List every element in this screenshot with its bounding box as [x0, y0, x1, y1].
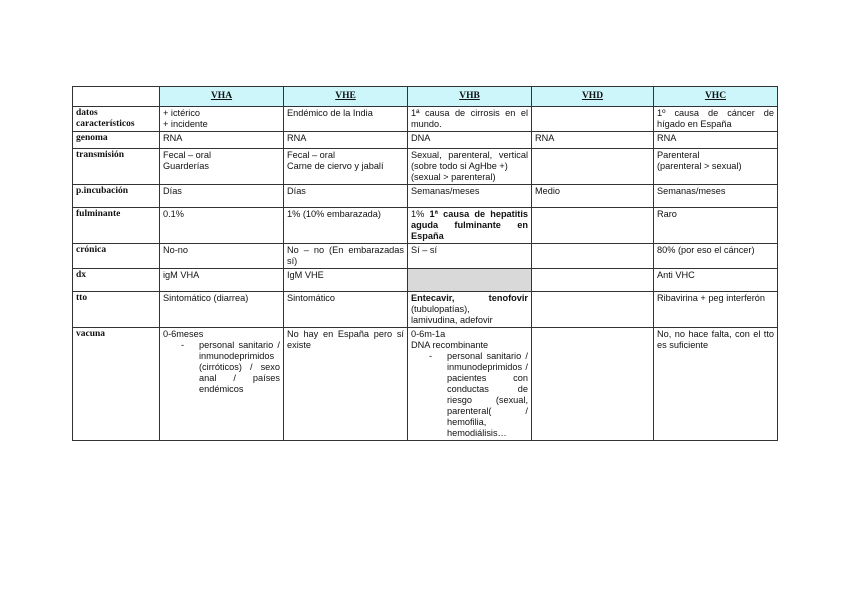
cell-cronica-vhd [532, 244, 654, 269]
cell-text-bold: 1ª causa de hepatitis aguda fulminante en España [411, 209, 528, 241]
cell-transmision-vhd [532, 149, 654, 185]
cell-transmision-vha [160, 149, 284, 185]
cell-incubacion-vhb: Semanas/meses [408, 185, 532, 208]
cell-fulminante-vha: 0.1% [160, 208, 284, 244]
row-datos-caracteristicos [73, 107, 778, 132]
cell-tto-vha: Sintomático (diarrea) [160, 292, 284, 328]
row-label-vacuna: vacuna [73, 328, 160, 441]
cell-fulminante-vhc: Raro [654, 208, 778, 244]
header-vhc: VHC [654, 87, 778, 107]
cell-line: (tubulopatías), [411, 304, 470, 314]
cell-cronica-vhc: 80% (por eso el cáncer) [654, 244, 778, 269]
row-transmision [73, 149, 778, 185]
cell-line: Fecal – oral [163, 150, 212, 160]
row-label-fulminante: fulminante [73, 208, 160, 244]
cell-genoma-vhd: RNA [532, 132, 654, 149]
bullet-item: - personal sanitario / inmunodeprimidos (cirróticos) / sexo anal / países endémicos [199, 340, 280, 395]
cell-line: Guarderías [163, 161, 209, 171]
cell-datos-vha [160, 107, 284, 132]
row-cronica [73, 244, 778, 269]
cell-genoma-vhc: RNA [654, 132, 778, 149]
cell-line: lamivudina, adefovir [411, 315, 493, 325]
header-vha: VHA [160, 87, 284, 107]
row-label-datos: datos característicos [73, 107, 160, 132]
cell-tto-vhb [408, 292, 532, 328]
cell-text-bold: Entecavir, tenofovir [411, 293, 528, 303]
cell-incubacion-vhd: Medio [532, 185, 654, 208]
cell-fulminante-vhe: 1% (10% embarazada) [284, 208, 408, 244]
cell-text-plain: 1% [411, 209, 430, 219]
cell-datos-vhd [532, 107, 654, 132]
cell-line: 0-6m-1a [411, 329, 446, 339]
cell-fulminante-vhb [408, 208, 532, 244]
cell-cronica-vhe: No – no (En embarazadas sí) [284, 244, 408, 269]
row-vacuna [73, 328, 778, 441]
cell-line: Carne de ciervo y jabalí [287, 161, 384, 171]
header-corner [73, 87, 160, 107]
cell-line: (parenteral > sexual) [657, 161, 742, 171]
row-tto [73, 292, 778, 328]
cell-genoma-vha: RNA [160, 132, 284, 149]
cell-dx-vhe: IgM VHE [284, 269, 408, 292]
cell-line: + incidente [163, 119, 208, 129]
row-dx [73, 269, 778, 292]
cell-tto-vhd [532, 292, 654, 328]
bullet-item: - personal sanitario / inmunodeprimidos / pacientes con conductas de riesgo (sexual, parenteral( / hemofilia, hemodiálisis… [447, 351, 528, 439]
cell-vacuna-vha [160, 328, 284, 441]
cell-transmision-vhc [654, 149, 778, 185]
cell-datos-vhc: 1º causa de cáncer de hígado en España [654, 107, 778, 132]
cell-cronica-vha: No-no [160, 244, 284, 269]
row-label-tto: tto [73, 292, 160, 328]
row-label-dx: dx [73, 269, 160, 292]
cell-vacuna-vhb [408, 328, 532, 441]
row-label-cronica: crónica [73, 244, 160, 269]
cell-genoma-vhe: RNA [284, 132, 408, 149]
row-fulminante [73, 208, 778, 244]
cell-line: Fecal – oral [287, 150, 336, 160]
row-label-transmision: transmisión [73, 149, 160, 185]
cell-vacuna-vhc: No, no hace falta, con el tto es suficiente [654, 328, 778, 441]
cell-tto-vhe: Sintomático [284, 292, 408, 328]
cell-transmision-vhb [408, 149, 532, 185]
cell-fulminante-vhd [532, 208, 654, 244]
cell-cronica-vhb: Sí – sí [408, 244, 532, 269]
cell-dx-vha: igM VHA [160, 269, 284, 292]
bullet-list [163, 340, 280, 395]
cell-line: Parenteral [657, 150, 700, 160]
cell-incubacion-vha: Días [160, 185, 284, 208]
header-vhb: VHB [408, 87, 532, 107]
cell-datos-vhe: Endémico de la India [284, 107, 408, 132]
hepatitis-comparison-table [72, 86, 778, 441]
row-label-incubacion: p.incubación [73, 185, 160, 208]
cell-line: DNA recombinante [411, 340, 489, 350]
cell-vacuna-vhd [532, 328, 654, 441]
cell-dx-vhd [532, 269, 654, 292]
header-vhd: VHD [532, 87, 654, 107]
cell-genoma-vhb: DNA [408, 132, 532, 149]
header-vhe: VHE [284, 87, 408, 107]
row-label-genoma: genoma [73, 132, 160, 149]
cell-tto-vhc: Ribavirina + peg interferón [654, 292, 778, 328]
cell-transmision-vhe [284, 149, 408, 185]
cell-vacuna-vhe: No hay en España pero sí existe [284, 328, 408, 441]
cell-dx-vhc: Anti VHC [654, 269, 778, 292]
cell-datos-vhb: 1ª causa de cirrosis en el mundo. [408, 107, 532, 132]
cell-line: (sexual > parenteral) [411, 172, 496, 182]
cell-line: Sexual, parenteral, vertical (sobre todo si AgHbe +) [411, 150, 528, 171]
bullet-list [411, 351, 528, 439]
cell-incubacion-vhc: Semanas/meses [654, 185, 778, 208]
row-incubacion [73, 185, 778, 208]
row-genoma [73, 132, 778, 149]
header-row [73, 87, 778, 107]
cell-line: + ictérico [163, 108, 201, 118]
cell-dx-vhb [408, 269, 532, 292]
cell-line: 0-6meses [163, 329, 204, 339]
cell-incubacion-vhe: Días [284, 185, 408, 208]
